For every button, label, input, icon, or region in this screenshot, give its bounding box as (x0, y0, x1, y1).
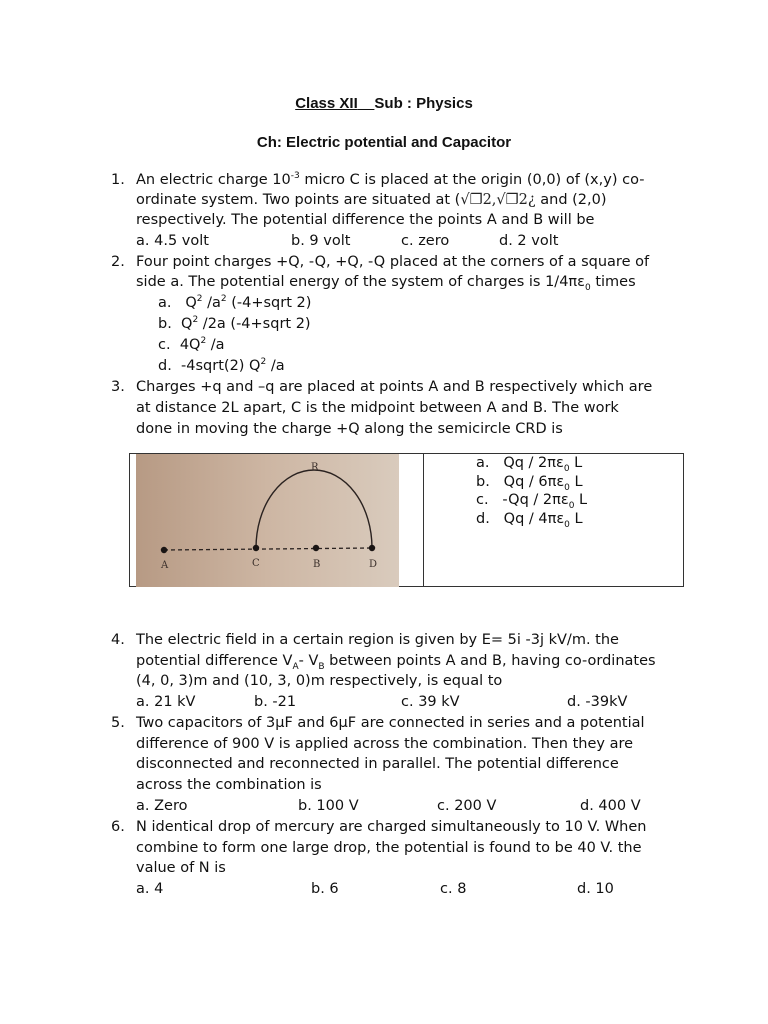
q1-line-1 (136, 170, 644, 190)
q2-option-b (158, 314, 311, 334)
q4-text: potential difference V (136, 653, 293, 669)
option-label: a. (476, 455, 490, 471)
option-text: Qq / 2πε (503, 455, 564, 471)
superscript: 2 (192, 315, 199, 326)
q1-option-c: c. zero (401, 233, 450, 249)
semicircle-diagram (136, 454, 399, 587)
q4-text: - V (298, 653, 319, 669)
q5-option-b: b. 100 V (298, 798, 359, 814)
superscript: 2 (220, 294, 227, 305)
subscript: 0 (564, 519, 570, 530)
q5-line-1: Two capacitors of 3μF and 6μF are connected in series and a potential (136, 715, 645, 731)
q2-text: side a. The potential energy of the system of charges is 1/4πε (136, 274, 585, 290)
q3-line-1: Charges +q and –q are placed at points A and B respectively which are (136, 379, 653, 395)
class-label: Class XII (295, 95, 358, 112)
q5-option-d: d. 400 V (580, 798, 641, 814)
q6-line-1: N identical drop of mercury are charged simultaneously to 10 V. When (136, 819, 647, 835)
q1-text: An electric charge 10 (136, 172, 291, 188)
q1-option-b: b. 9 volt (291, 233, 351, 249)
option-text: Qq / 4πε (503, 511, 565, 527)
option-text: -Qq / 2πε (502, 492, 569, 508)
subscript: 0 (568, 500, 575, 511)
q6-line-3: value of N is (136, 860, 226, 876)
option-label: d. (476, 511, 490, 527)
q1-text: ordinate system. Two points are situated at ( (136, 192, 461, 208)
subscript: B (318, 661, 325, 672)
class-subject-heading (0, 95, 768, 112)
q4-line-2 (136, 651, 656, 671)
q2-option-d (158, 356, 285, 376)
option-label: b. (476, 474, 490, 490)
q5-option-a: a. Zero (136, 798, 188, 814)
q3-table-divider (423, 453, 424, 587)
option-text: /a (266, 358, 285, 374)
q4-text: between points A and B, having co-ordinates (324, 653, 656, 669)
class-underline-gap (358, 95, 375, 112)
subscript: 0 (564, 482, 570, 493)
option-text: -4sqrt(2) Q (181, 358, 261, 374)
q2-text: times (590, 274, 636, 290)
q2-option-a (158, 293, 311, 313)
superscript: 2 (200, 336, 207, 347)
point-b (313, 545, 319, 551)
subscript: A (292, 661, 299, 672)
q3-option-d (476, 509, 583, 529)
q4-option-d: d. -39kV (567, 694, 628, 710)
q6-option-a: a. 4 (136, 881, 164, 897)
option-text: Q (185, 295, 197, 311)
q5-line-3: disconnected and reconnected in parallel. The potential difference (136, 756, 619, 772)
q4-number: 4. (111, 632, 125, 648)
option-text: L (569, 474, 583, 490)
q6-option-b: b. 6 (311, 881, 339, 897)
q1-option-d: d. 2 volt (499, 233, 559, 249)
q4-line-3: (4, 0, 3)m and (10, 3, 0)m respectively, is equal to (136, 673, 503, 689)
q3-option-c (476, 490, 587, 510)
diagram-photo-background (136, 454, 399, 587)
q1-number: 1. (111, 172, 125, 188)
option-label: b. (158, 316, 172, 332)
q4-option-c: c. 39 kV (401, 694, 460, 710)
subject-label: Sub : Physics (374, 95, 473, 112)
q6-line-2: combine to form one large drop, the potential is found to be 40 V. the (136, 840, 642, 856)
q1-coordinates-symbol: √❐2,√❐2¿ (460, 192, 536, 208)
q3-line-2: at distance 2L apart, C is the midpoint between A and B. The work (136, 400, 619, 416)
option-text: L (574, 492, 588, 508)
q1-option-a: a. 4.5 volt (136, 233, 209, 249)
q1-text: and (2,0) (535, 192, 607, 208)
q5-number: 5. (111, 715, 125, 731)
label-d: D (369, 559, 378, 570)
q6-number: 6. (111, 819, 125, 835)
q3-option-b (476, 472, 583, 492)
option-label: d. (158, 358, 172, 374)
option-label: a. (158, 295, 172, 311)
q1-exponent: -3 (290, 171, 300, 182)
option-text: 4Q (179, 337, 201, 353)
q3-line-3: done in moving the charge +Q along the semicircle CRD is (136, 421, 563, 437)
q3-number: 3. (111, 379, 125, 395)
q5-line-2: difference of 900 V is applied across the combination. Then they are (136, 736, 634, 752)
q2-subscript: 0 (584, 282, 591, 293)
option-text: (-4+sqrt 2) (226, 295, 312, 311)
option-text: L (569, 455, 583, 471)
q1-text: micro C is placed at the origin (0,0) of (x,y) co- (299, 172, 645, 188)
option-text: Q (181, 316, 193, 332)
option-text: Qq / 6πε (503, 474, 565, 490)
q1-line-2 (136, 190, 607, 210)
label-a: A (161, 560, 169, 571)
label-b: B (313, 559, 321, 570)
superscript: 2 (260, 357, 267, 368)
option-label: c. (476, 492, 489, 508)
q1-line-3: respectively. The potential difference the points A and B will be (136, 212, 595, 228)
q2-line-2 (136, 272, 636, 292)
option-text: L (569, 511, 583, 527)
point-a (161, 547, 167, 553)
label-r: R (311, 462, 319, 473)
q5-line-4: across the combination is (136, 777, 322, 793)
q5-option-c: c. 200 V (437, 798, 497, 814)
q6-option-d: d. 10 (577, 881, 614, 897)
point-d (369, 545, 375, 551)
option-label: c. (158, 337, 171, 353)
chapter-title: Ch: Electric potential and Capacitor (256, 134, 512, 151)
q4-option-b: b. -21 (254, 694, 297, 710)
q4-option-a: a. 21 kV (136, 694, 196, 710)
option-text: /a (206, 337, 225, 353)
q6-option-c: c. 8 (440, 881, 467, 897)
q4-line-1: The electric field in a certain region is given by E= 5i -3j kV/m. the (136, 632, 619, 648)
q2-option-c (158, 335, 225, 355)
label-c: C (252, 558, 260, 569)
point-c (253, 545, 259, 551)
q2-number: 2. (111, 254, 125, 270)
option-text: /a (202, 295, 221, 311)
superscript: 2 (196, 294, 203, 305)
q2-line-1: Four point charges +Q, -Q, +Q, -Q placed at the corners of a square of (136, 254, 650, 270)
subscript: 0 (563, 463, 570, 474)
option-text: /2a (-4+sqrt 2) (198, 316, 311, 332)
q3-option-a (476, 453, 582, 473)
